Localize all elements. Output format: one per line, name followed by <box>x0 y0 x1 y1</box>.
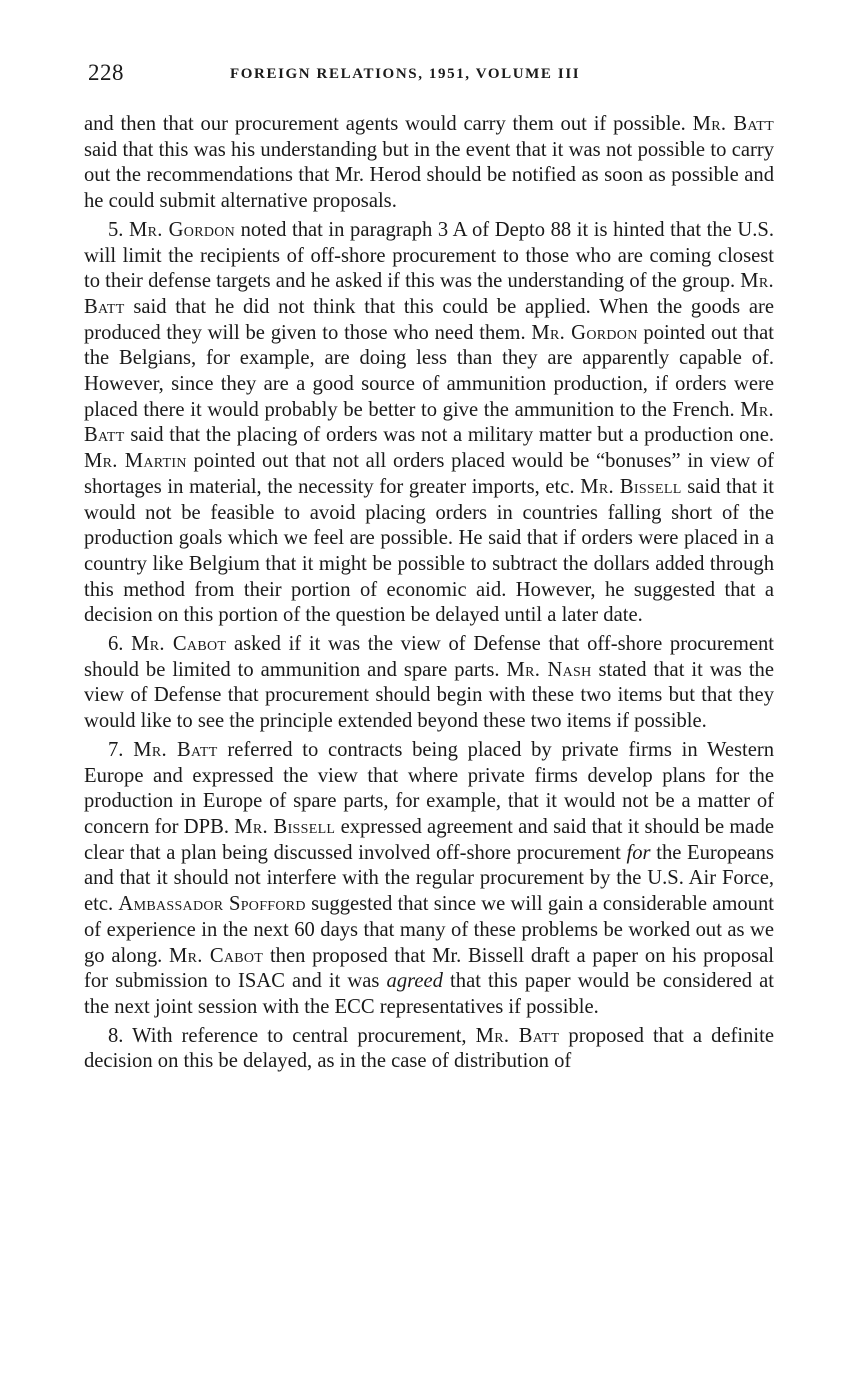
speaker-name: Mr. Batt <box>133 738 218 761</box>
text-run: suggested that since we will gain a considerable amount of experience in the next 60 days that many of these problems be worked out as we go along. <box>84 893 774 967</box>
speaker-name: Mr. Batt <box>84 270 774 318</box>
text-run: 7. <box>108 738 134 761</box>
text-run: and then that our procurement agents would carry them out if possible. <box>84 113 693 135</box>
paragraph-6 <box>84 632 774 735</box>
speaker-name: Mr. Batt <box>475 1024 560 1047</box>
text-run: stated that it was the view of Defense that procurement should begin with these two items but that they would like to see the principle extended beyond these two items if possible. <box>84 658 774 733</box>
text-run: said that the placing of orders was not a military matter but a production one. <box>124 424 774 447</box>
speaker-name: Mr. Gordon <box>531 321 638 344</box>
text-run: said that it would not be feasible to avoid placing orders in countries falling short of the production goals which we feel are possible. He said that if orders were placed in a country like Belgium that it might be possible to subtract the dollars added through this method from their portion of economic aid. However, he suggested that a decision on this portion of the question be delayed until a later date. <box>84 475 774 627</box>
text-run: 5. <box>108 218 130 241</box>
text-run: proposed that a definite decision on this be delayed, as in the case of distribution of <box>84 1024 775 1073</box>
italic-text: agreed <box>386 970 443 993</box>
speaker-name: Mr. Batt <box>692 113 774 135</box>
text-run: expressed agreement and said that it should be made clear that a plan being discussed involved off-shore procurement <box>84 815 775 864</box>
running-head: FOREIGN RELATIONS, 1951, VOLUME III <box>230 66 581 82</box>
speaker-name: Mr. Martin <box>84 450 187 473</box>
speaker-name: Mr. Bissell <box>234 815 336 838</box>
text-run: noted that in paragraph 3 A of Depto 88 it is hinted that the U.S. will limit the recipients of off-shore procurement to those who are coming closest to their defense targets and he asked if this was the understanding of the group. <box>84 218 774 293</box>
speaker-name: Mr. Cabot <box>169 944 264 967</box>
text-run: pointed out that the Belgians, for example, are doing less than they are apparently capable of. However, since they are a good source of ammunition production, if orders were placed there it would probably be better to give the ammunition to the French. <box>84 321 774 421</box>
speaker-name: Mr. Nash <box>506 658 592 681</box>
page-number: 228 <box>88 60 124 85</box>
text-run: the Europeans and that it should not interfere with the regular procurement by the U.S. Air Force, etc. <box>84 841 774 916</box>
text-run: said that he did not think that this could be applied. When the goods are produced they will be given to those who need them. <box>84 295 774 344</box>
italic-text: for <box>626 841 651 864</box>
speaker-name: Mr. Bissell <box>580 475 682 498</box>
speaker-name: Mr. Gordon <box>129 218 236 241</box>
text-run: asked if it was the view of Defense that off-shore procurement should be limited to ammunition and spare parts. <box>84 633 774 681</box>
speaker-name: Mr. Cabot <box>131 633 227 656</box>
paragraph-7 <box>84 738 774 1021</box>
speaker-name: Ambassador Spofford <box>118 893 306 916</box>
paragraph-8 <box>84 1024 774 1075</box>
text-run: said that this was his understanding but in the event that it was not possible to carry out the recommendations that Mr. Herod should be notified as soon as possible and he could submit alternative proposals. <box>84 138 774 213</box>
speaker-name: Mr. Batt <box>84 398 774 447</box>
body-text <box>84 112 774 1078</box>
text-run: referred to contracts being placed by private firms in Western Europe and expressed the view that where private firms develop plans for the production in Europe of spare parts, for example, that it would not be a matter of concern for DPB. <box>84 738 775 838</box>
text-run: then proposed that Mr. Bissell draft a paper on his proposal for submission to ISAC and it was <box>84 944 775 993</box>
paragraph-5 <box>84 218 774 629</box>
text-run: 6. <box>108 633 132 656</box>
text-run: pointed out that not all orders placed would be “bonuses” in view of shortages in material, the necessity for greater imports, etc. <box>84 450 774 498</box>
text-run: that this paper would be considered at the next joint session with the ECC representatives if possible. <box>84 970 774 1018</box>
text-run: 8. With reference to central procurement, <box>108 1024 476 1047</box>
page-header <box>88 60 773 90</box>
paragraph-continued <box>84 112 774 215</box>
